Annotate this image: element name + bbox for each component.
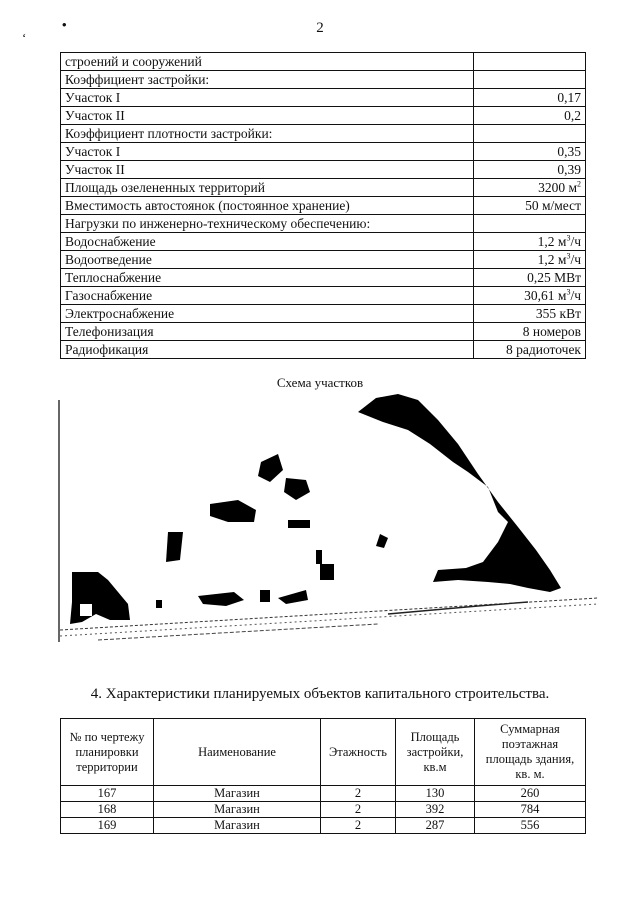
- table-cell: 2: [321, 786, 396, 802]
- parameter-value: 50 м/мест: [474, 197, 586, 215]
- parameter-value: [474, 53, 586, 71]
- parameter-label: строений и сооружений: [61, 53, 474, 71]
- table-cell: Магазин: [154, 786, 321, 802]
- site-scheme-image: [58, 392, 603, 652]
- table-cell: 260: [475, 786, 586, 802]
- parameter-row: [61, 287, 586, 305]
- parameter-value: 0,17: [474, 89, 586, 107]
- parameter-row: [61, 197, 586, 215]
- parameter-value: 1,2 $м^3/ч$: [474, 233, 586, 251]
- column-header: Площадь застройки, кв.м: [396, 719, 475, 786]
- parameter-label: Водоснабжение: [61, 233, 474, 251]
- parameter-value: 8 радиоточек: [474, 341, 586, 359]
- parameter-row: [61, 233, 586, 251]
- table-cell: Магазин: [154, 802, 321, 818]
- parameter-row: [61, 89, 586, 107]
- page-number: 2: [316, 20, 324, 36]
- parameter-label: Водоотведение: [61, 251, 474, 269]
- parameter-row: [61, 305, 586, 323]
- table-cell: 169: [61, 818, 154, 834]
- parameter-label: Теплоснабжение: [61, 269, 474, 287]
- section-heading: 4. Характеристики планируемых объектов капитального строительства.: [90, 686, 550, 702]
- parameter-label: Вместимость автостоянок (постоянное хранение): [61, 197, 474, 215]
- parameter-label: Участок I: [61, 89, 474, 107]
- parameter-row: [61, 323, 586, 341]
- parameter-row: [61, 251, 586, 269]
- parameter-label: Газоснабжение: [61, 287, 474, 305]
- parameter-label: Площадь озелененных территорий: [61, 179, 474, 197]
- table-cell: 2: [321, 802, 396, 818]
- parameter-value: 30,61 $м^3/ч$: [474, 287, 586, 305]
- column-header: Наименование: [154, 719, 321, 786]
- table-row: [61, 802, 586, 818]
- table-row: [61, 818, 586, 834]
- parameter-value: 3200 $м^2$: [474, 179, 586, 197]
- parameter-row: [61, 125, 586, 143]
- parameter-row: [61, 71, 586, 89]
- parameter-row: [61, 179, 586, 197]
- parameter-label: Телефонизация: [61, 323, 474, 341]
- parameter-value: 0,25 МВт: [474, 269, 586, 287]
- parameter-row: [61, 143, 586, 161]
- table-cell: 784: [475, 802, 586, 818]
- parameter-value: [474, 125, 586, 143]
- parameter-value: [474, 71, 586, 89]
- parameter-row: [61, 107, 586, 125]
- table-cell: Магазин: [154, 818, 321, 834]
- column-header: № по чертежу планировки территории: [61, 719, 154, 786]
- parameter-value: 0,39: [474, 161, 586, 179]
- parameter-label: Участок I: [61, 143, 474, 161]
- parameter-value: 355 кВт: [474, 305, 586, 323]
- parameter-label: Электроснабжение: [61, 305, 474, 323]
- parameter-label: Коэффициент плотности застройки:: [61, 125, 474, 143]
- parameter-row: [61, 215, 586, 233]
- table-cell: 287: [396, 818, 475, 834]
- parameter-label: Радиофикация: [61, 341, 474, 359]
- column-header: Этажность: [321, 719, 396, 786]
- scan-mark: ‘: [22, 30, 27, 45]
- parameter-row: [61, 161, 586, 179]
- table-cell: 168: [61, 802, 154, 818]
- parameter-label: Коэффициент застройки:: [61, 71, 474, 89]
- column-header: Суммарная поэтажная площадь здания, кв. м.: [475, 719, 586, 786]
- objects-table-header-row: [61, 719, 586, 786]
- parameter-label: Участок II: [61, 107, 474, 125]
- parameter-value: 8 номеров: [474, 323, 586, 341]
- table-cell: 556: [475, 818, 586, 834]
- table-cell: 167: [61, 786, 154, 802]
- table-cell: 2: [321, 818, 396, 834]
- parameter-value: 0,2: [474, 107, 586, 125]
- parameter-row: [61, 53, 586, 71]
- parameters-table: [60, 52, 586, 359]
- table-cell: 392: [396, 802, 475, 818]
- parameter-label: Участок II: [61, 161, 474, 179]
- parameter-value: 0,35: [474, 143, 586, 161]
- scan-mark: •: [62, 17, 67, 32]
- parameter-value: [474, 215, 586, 233]
- parameter-row: [61, 269, 586, 287]
- table-row: [61, 786, 586, 802]
- parameter-label: Нагрузки по инженерно-техническому обеспечению:: [61, 215, 474, 233]
- parameter-row: [61, 341, 586, 359]
- table-cell: 130: [396, 786, 475, 802]
- objects-table: [60, 718, 586, 834]
- scheme-caption: Схема участков: [276, 375, 364, 390]
- parameter-value: 1,2 $м^3/ч$: [474, 251, 586, 269]
